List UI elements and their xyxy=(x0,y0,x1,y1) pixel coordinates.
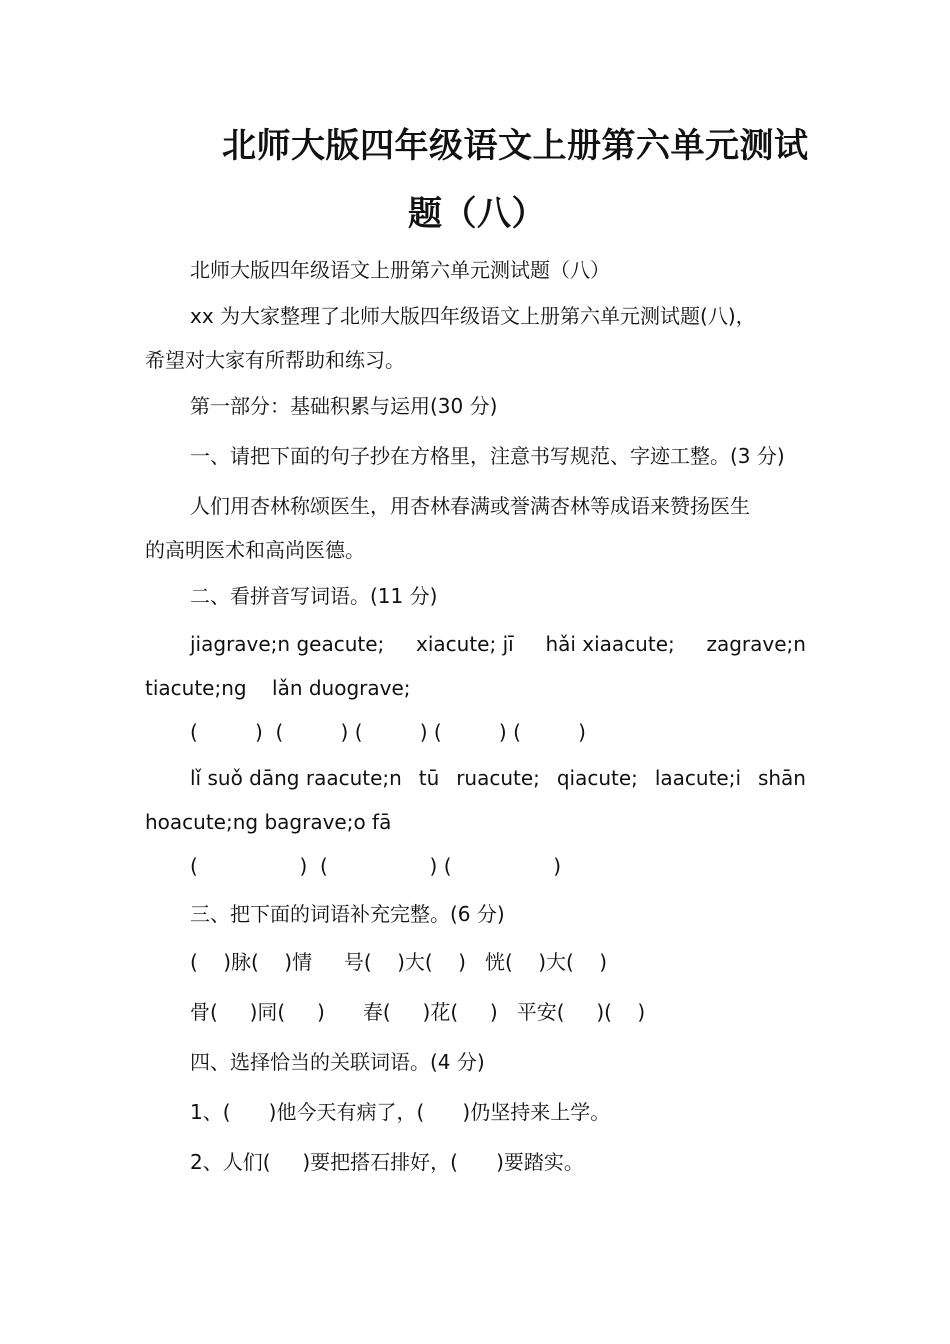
pinyin-word: lǐ suǒ dāng raacute;n xyxy=(190,766,402,790)
pinyin-row-1-continued: tiacute;ng lǎn duograve; xyxy=(145,676,411,700)
pinyin-word: ruacute; xyxy=(456,766,540,790)
question-2-heading: 二、看拼音写词语。(11 分) xyxy=(190,584,438,608)
intro-paragraph-line-1: xx 为大家整理了北师大版四年级语文上册第六单元测试题(八)， xyxy=(190,304,756,328)
pinyin-word: xiacute; jī xyxy=(416,632,514,656)
answer-blanks-row-2: ( ) ( ) ( ) xyxy=(190,854,562,878)
question-1-heading: 一、请把下面的句子抄在方格里，注意书写规范、字迹工整。(3 分) xyxy=(190,444,785,468)
intro-paragraph-line-2: 希望对大家有所帮助和练习。 xyxy=(145,348,405,372)
pinyin-word: jiagrave;n geacute; xyxy=(190,632,385,656)
answer-blanks-row-1: ( ) ( ) ( ) ( ) ( ) xyxy=(190,720,586,744)
document-title-line-2: 题（八） xyxy=(408,194,546,234)
question-3-row-2: 骨( )同( ) 春( )花( ) 平安( )( ) xyxy=(190,1000,646,1024)
question-1-text-line-2: 的高明医术和高尚医德。 xyxy=(145,538,365,562)
question-4-heading: 四、选择恰当的关联词语。(4 分) xyxy=(190,1050,485,1074)
question-4-item-1: 1、( )他今天有病了，( )仍坚持来上学。 xyxy=(190,1100,611,1124)
question-1-text-line-1: 人们用杏林称颂医生，用杏林春满或誉满杏林等成语来赞扬医生 xyxy=(190,494,750,518)
pinyin-row-2-continued: hoacute;ng bagrave;o fā xyxy=(145,810,392,834)
part-one-heading: 第一部分：基础积累与运用(30 分) xyxy=(190,394,498,418)
pinyin-row-1 xyxy=(190,630,806,658)
question-4-item-2: 2、人们( )要把搭石排好，( )要踏实。 xyxy=(190,1150,584,1174)
question-3-heading: 三、把下面的词语补充完整。(6 分) xyxy=(190,902,505,926)
pinyin-word: qiacute; xyxy=(556,766,638,790)
pinyin-row-2 xyxy=(190,764,806,792)
pinyin-word: zagrave;n xyxy=(706,632,806,656)
pinyin-word: tū xyxy=(418,766,440,790)
pinyin-word: shān xyxy=(757,766,806,790)
subtitle-paragraph: 北师大版四年级语文上册第六单元测试题（八） xyxy=(190,258,610,282)
question-3-row-1: ( )脉( )情 号( )大( ) 恍( )大( ) xyxy=(190,950,608,974)
pinyin-word: laacute;i xyxy=(654,766,742,790)
document-title-line-1: 北师大版四年级语文上册第六单元测试 xyxy=(222,126,809,166)
pinyin-word: hǎi xiaacute; xyxy=(545,632,675,656)
